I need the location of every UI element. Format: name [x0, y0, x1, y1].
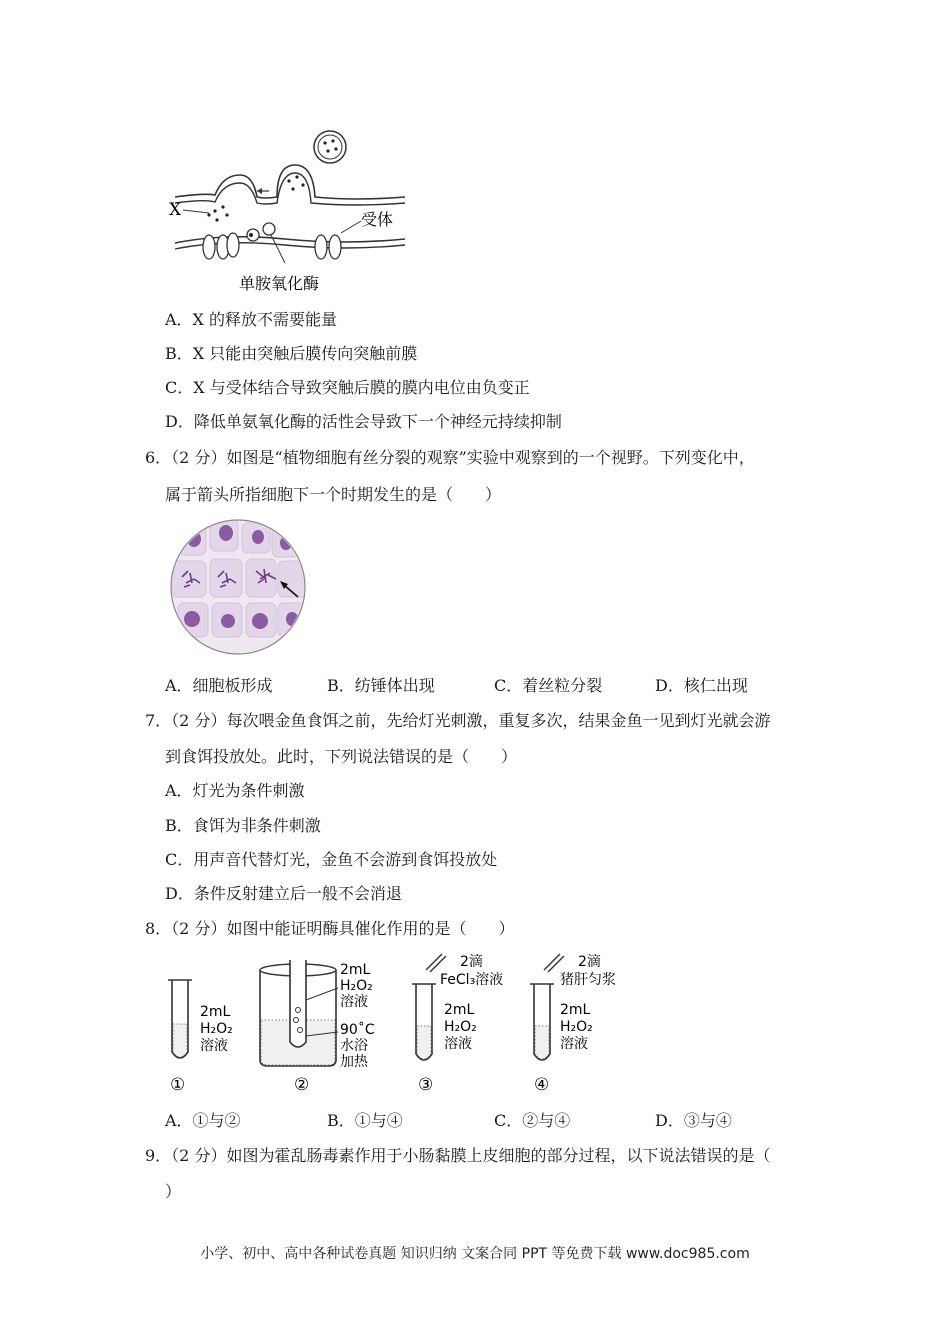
label-receptor: 受体 — [361, 210, 394, 229]
q9-stem-line2: ） — [165, 1182, 182, 1201]
tube1-volume: 2mL — [200, 1004, 231, 1020]
q6-option-a: A．细胞板形成 — [165, 676, 273, 695]
tube2-reagent: H₂O₂ — [340, 978, 373, 994]
q8-option-a: A．①与② — [165, 1111, 241, 1130]
q5-option-a: A．X 的释放不需要能量 — [165, 310, 338, 329]
q7-stem-line1: 7．（2 分）每次喂金鱼食饵之前，先给灯光刺激，重复多次，结果金鱼一见到灯光就会游 — [145, 711, 771, 730]
q6-stem-line2: 属于箭头所指细胞下一个时期发生的是（ ） — [165, 485, 502, 504]
label-enzyme: 单胺氧化酶 — [239, 274, 320, 293]
q5-option-d: D．降低单氨氧化酶的活性会导致下一个神经元持续抑制 — [165, 412, 562, 431]
q7-option-a: A．灯光为条件刺激 — [165, 781, 305, 800]
tube3-number: ③ — [418, 1075, 434, 1095]
q7-option-b: B．食饵为非条件刺激 — [165, 816, 321, 835]
q7-stem-line2: 到食饵投放处。此时，下列说法错误的是（ ） — [165, 747, 518, 766]
microscope-field-image — [168, 517, 310, 657]
q7-option-c: C．用声音代替灯光，金鱼不会游到食饵投放处 — [165, 850, 498, 869]
tube4-drops: 2滴 — [578, 954, 601, 970]
label-x: X — [169, 200, 182, 220]
tube4-volume: 2mL — [560, 1002, 591, 1018]
tube1-number: ① — [170, 1075, 186, 1095]
q6-option-b: B．纺锤体出现 — [327, 676, 435, 695]
tube-2 — [260, 960, 375, 1095]
q8-option-d: D．③与④ — [655, 1111, 732, 1130]
tube4-number: ④ — [534, 1075, 550, 1095]
q6-stem-line1: 6．（2 分）如图是“植物细胞有丝分裂的观察”实验中观察到的一个视野。下列变化中， — [145, 448, 755, 467]
tube1-solution: 溶液 — [200, 1038, 228, 1054]
q9-stem-line1: 9．（2 分）如图为霍乱肠毒素作用于小肠黏膜上皮细胞的部分过程，以下说法错误的是（ — [145, 1146, 771, 1165]
tube-1 — [168, 980, 233, 1095]
tube4-catalyst: 猪肝匀浆 — [560, 972, 616, 988]
tube-4 — [530, 954, 616, 1095]
tube3-solution: 溶液 — [444, 1036, 472, 1052]
q6-option-c: C．着丝粒分裂 — [494, 676, 603, 695]
tube2-temp: 90˚C — [340, 1022, 375, 1038]
tube3-catalyst: FeCl₃溶液 — [440, 972, 504, 988]
tube2-water-bath: 水浴 — [340, 1038, 368, 1054]
tube4-solution: 溶液 — [560, 1036, 588, 1052]
tube3-volume: 2mL — [444, 1002, 475, 1018]
q8-option-b: B．①与④ — [327, 1111, 403, 1130]
tube4-reagent: H₂O₂ — [560, 1019, 593, 1035]
tube2-number: ② — [294, 1075, 310, 1095]
test-tubes-diagram — [160, 948, 630, 1098]
tube-3 — [412, 954, 503, 1095]
q8-stem: 8．（2 分）如图中能证明酶具催化作用的是（ ） — [145, 919, 515, 938]
q7-option-d: D．条件反射建立后一般不会消退 — [165, 884, 402, 903]
q5-option-c: C．X 与受体结合导致突触后膜的膜内电位由负变正 — [165, 378, 530, 397]
q8-option-c: C．②与④ — [494, 1111, 571, 1130]
tube1-reagent: H₂O₂ — [200, 1021, 233, 1037]
tube2-heating: 加热 — [340, 1054, 368, 1070]
synapse-diagram — [165, 125, 415, 297]
tube2-volume: 2mL — [340, 962, 371, 978]
page-footer: 小学、初中、高中各种试卷真题 知识归纳 文案合同 PPT 等免费下载 www.doc985.com — [200, 1246, 750, 1262]
tube2-solution: 溶液 — [340, 994, 368, 1010]
q6-option-d: D．核仁出现 — [655, 676, 748, 695]
tube3-reagent: H₂O₂ — [444, 1019, 477, 1035]
q5-option-b: B．X 只能由突触后膜传向突触前膜 — [165, 344, 418, 363]
tube3-drops: 2滴 — [460, 954, 483, 970]
